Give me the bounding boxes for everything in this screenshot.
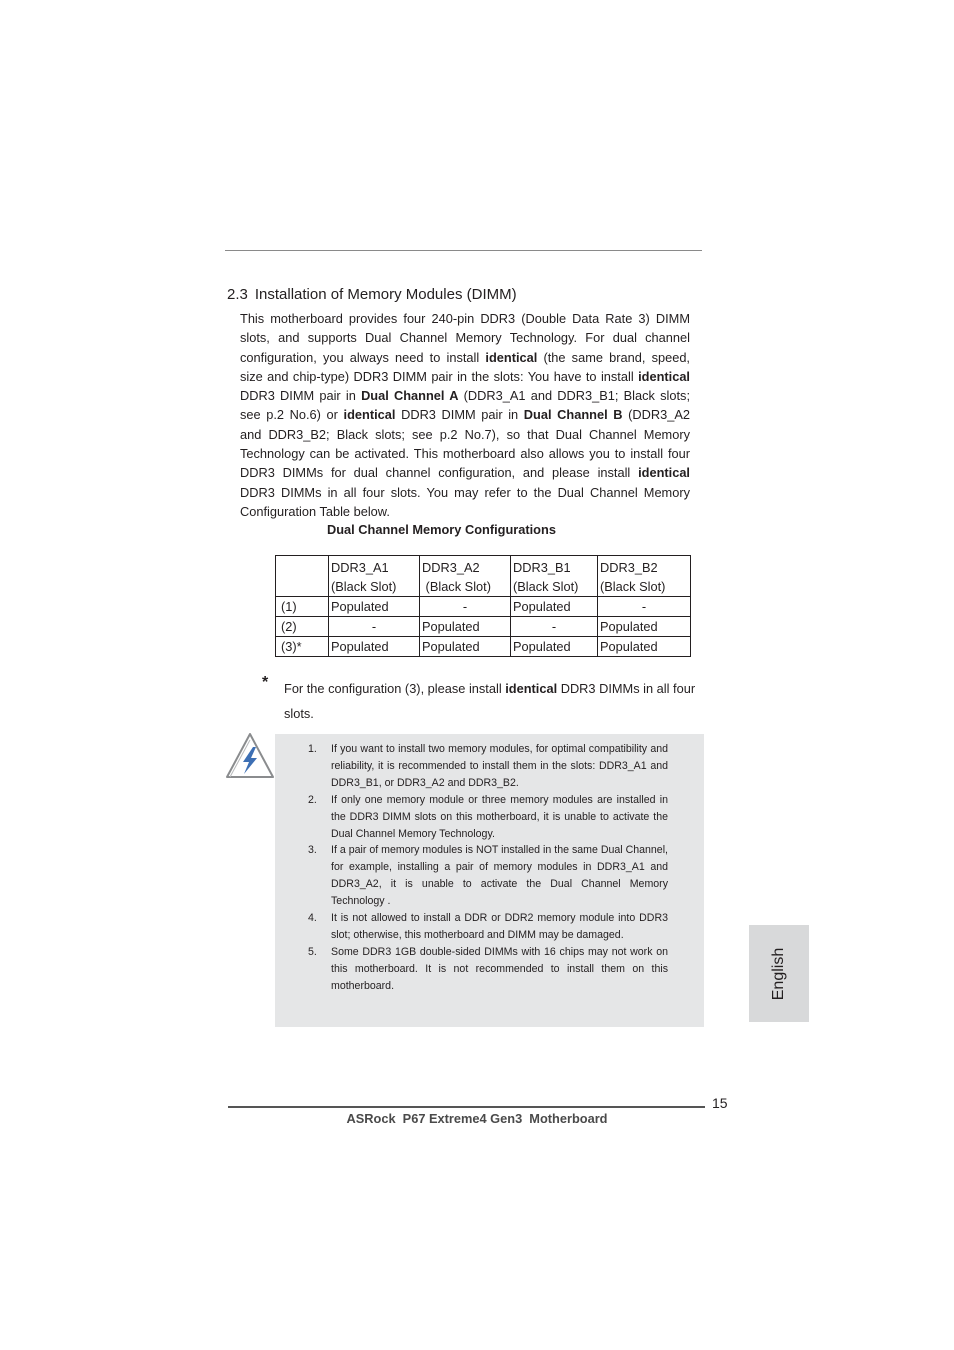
table-cell: Populated <box>598 637 691 657</box>
table-cell: - <box>511 617 598 637</box>
slot-name: DDR3_B2 <box>600 560 658 575</box>
table-cell: Populated <box>420 617 511 637</box>
table-cell: - <box>329 617 420 637</box>
slot-color: (Black Slot) <box>331 579 397 594</box>
warning-triangle-icon <box>225 732 275 780</box>
section-title: Installation of Memory Modules (DIMM) <box>254 286 517 303</box>
language-tab[interactable] <box>749 925 809 1022</box>
footer-title-text: ASRock P67 Extreme4 Gen3 Motherboard <box>346 1111 608 1126</box>
table-header-cell <box>598 556 691 597</box>
section-number: 2.3 <box>227 286 248 303</box>
intro-bold-run: identical <box>343 407 396 423</box>
warning-item-number: 2. <box>308 793 317 806</box>
intro-text-run: (the same brand, speed, size and chip-type) DDR3 DIMM pair in the slots: You have to install <box>240 349 690 384</box>
warning-item <box>300 741 668 792</box>
warning-item-number: 1. <box>308 743 317 755</box>
table-row <box>276 617 691 637</box>
slot-name: DDR3_B1 <box>513 560 571 575</box>
table-cell: - <box>598 597 691 617</box>
table-cell: Populated <box>598 617 691 637</box>
page-number: 15 <box>712 1095 728 1111</box>
table-cell: Populated <box>511 597 598 617</box>
footnote-text-run: For the configuration (3), please install <box>284 681 506 696</box>
warning-item-text: It is not allowed to install a DDR or DDR2 memory module into DDR3 slot; otherwise, this motherboard and DIMM may be damaged. <box>331 912 668 941</box>
slot-color: (Black Slot) <box>422 579 491 594</box>
slot-color: (Black Slot) <box>513 579 579 594</box>
footer-title <box>0 1111 954 1126</box>
intro-text-run: DDR3 DIMMs in all four slots. You may refer to the Dual Channel Memory Configuration Table below. <box>240 484 690 519</box>
intro-text-run: (DDR3_A1 and DDR3_B1; Black slots; see p.2 No.6) or <box>240 388 691 423</box>
intro-text-run: DDR3 DIMM pair in <box>240 388 362 404</box>
table-cell: Populated <box>329 637 420 657</box>
warning-item-text: If only one memory module or three memory modules are installed in the DDR3 DIMM slots on this motherboard, it is unable to activate the Dual Channel Memory Technology. <box>331 793 668 840</box>
config-label-cell: (1) <box>276 597 329 617</box>
bottom-divider <box>228 1106 705 1108</box>
warning-item-text: Some DDR3 1GB double-sided DIMMs with 16 chips may not work on this motherboard. It is not recommended to install them on this motherboard. <box>331 945 668 992</box>
intro-bold-run: Dual Channel A <box>361 388 459 404</box>
table-header-row <box>276 556 691 597</box>
config-label-cell: (3)* <box>276 637 329 657</box>
warning-item-number: 4. <box>308 912 317 925</box>
warning-item <box>300 944 668 995</box>
slot-name: DDR3_A1 <box>331 560 389 575</box>
footnote-text-run: DDR3 DIMMs in all four slots. <box>284 681 696 721</box>
table-header-cell <box>511 556 598 597</box>
table-cell: - <box>420 597 511 617</box>
intro-bold-run: Dual Channel B <box>523 407 623 423</box>
table-corner-cell <box>276 556 329 597</box>
intro-bold-run: identical <box>638 465 690 481</box>
intro-paragraph <box>240 309 690 521</box>
section-heading <box>227 286 517 303</box>
intro-bold-run: identical <box>638 368 690 384</box>
memory-config-table <box>275 555 691 657</box>
footnote-text <box>284 676 704 726</box>
warning-list <box>300 741 668 995</box>
table-header-cell <box>329 556 420 597</box>
warning-item-number: 5. <box>308 945 317 958</box>
table-header-cell <box>420 556 511 597</box>
footnote-marker: * <box>262 674 269 691</box>
intro-text-run: DDR3 DIMM pair in <box>395 407 524 423</box>
table-cell: Populated <box>511 637 598 657</box>
slot-name: DDR3_A2 <box>422 560 480 575</box>
table-row <box>276 597 691 617</box>
warning-item-text: If you want to install two memory modules, for optimal compatibility and reliability, it is recommended to install them in the slots: DDR3_A1 and DDR3_B1, or DDR3_A2 and DDR3_B2. <box>331 743 668 789</box>
config-label-cell: (2) <box>276 617 329 637</box>
intro-text-run: This motherboard provides four 240-pin DDR3 (Double Data Rate 3) DIMM slots, and supports Dual Channel Memory Technology. For dual channel configuration, you always need to install <box>240 311 690 365</box>
warning-item <box>300 842 668 910</box>
warning-item-text: If a pair of memory modules is NOT installed in the same Dual Channel, for example, installing a pair of memory modules in DDR3_A1 and DDR3_A2, it is unable to activate the Dual Channel Memory Technology . <box>331 844 668 908</box>
table-cell: Populated <box>420 637 511 657</box>
warning-item <box>300 792 668 843</box>
table-caption: Dual Channel Memory Configurations <box>327 522 556 537</box>
table-row <box>276 637 691 657</box>
table-cell: Populated <box>329 597 420 617</box>
warning-item <box>300 910 668 944</box>
footnote-bold-run: identical <box>505 681 558 696</box>
intro-text-run: (DDR3_A2 and DDR3_B2; Black slots; see p.2 No.7), so that Dual Channel Memory Technology can be activated. This motherboard also allows you to install four DDR3 DIMMs for dual channel configuration, and please install <box>240 407 690 481</box>
intro-bold-run: identical <box>485 349 538 365</box>
top-divider <box>225 250 702 251</box>
warning-item-number: 3. <box>308 844 317 857</box>
language-tab-label: English <box>770 947 787 1000</box>
slot-color: (Black Slot) <box>600 579 666 594</box>
